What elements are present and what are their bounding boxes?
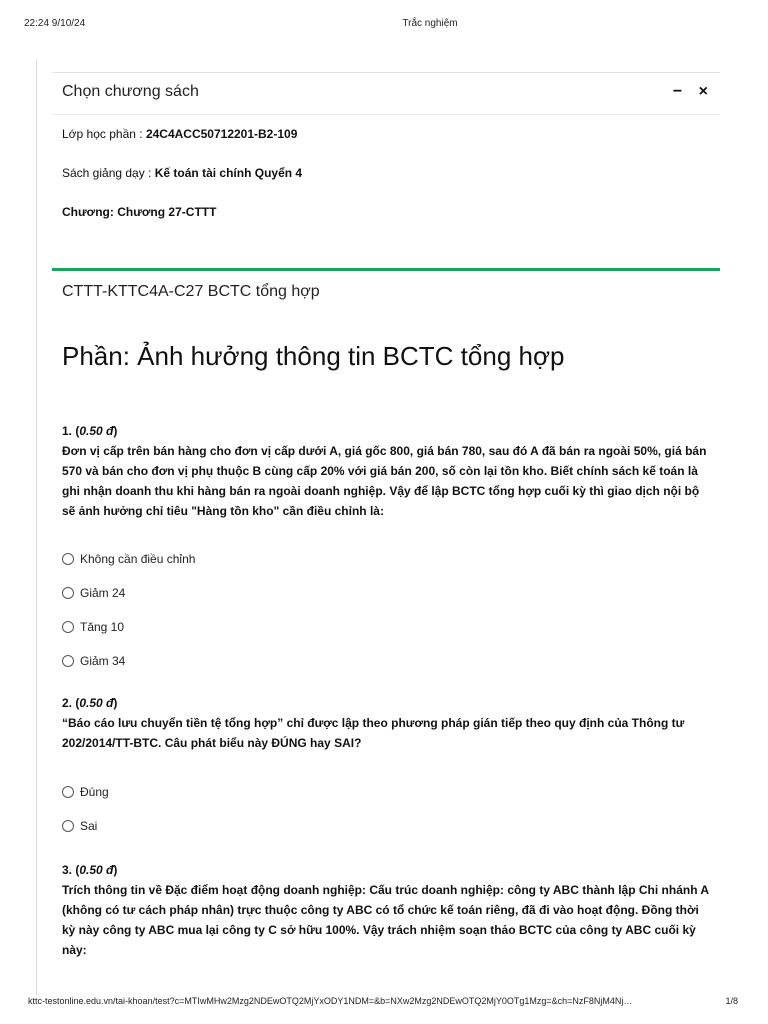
test-title: CTTT-KTTC4A-C27 BCTC tổng hợp (62, 283, 320, 300)
radio-icon[interactable] (62, 786, 74, 798)
q1-option-3[interactable]: Tăng 10 (62, 619, 124, 635)
question-2-text: “Báo cáo lưu chuyển tiền tệ tổng hợp” chỉ được lập theo phương pháp gián tiếp theo quy định của Thông tư 202/2014/TT-BTC. Câu phát biểu này ĐÚNG hay SAI? (62, 716, 685, 750)
question-3-points: 0.50 đ (79, 863, 114, 877)
book-info (62, 166, 302, 180)
chapter-info (62, 205, 216, 219)
chapter-panel-title: Chọn chương sách (62, 83, 199, 100)
print-page-title: Trắc nghiệm (402, 18, 458, 29)
radio-icon[interactable] (62, 621, 74, 633)
question-3-text: Trích thông tin về Đặc điểm hoạt động doanh nghiệp: Cấu trúc doanh nghiệp: công ty ABC thành lập Chi nhánh A (không có tư cách pháp nhân) trực thuộc công ty ABC có tổ chức kế toán riêng, đã đi vào hoạt động. Đồng thời kỳ này công ty ABC mua lại công ty C sở hữu 100%. Vậy trách nhiệm soạn thảo BCTC của công ty ABC cuối kỳ này: (62, 883, 709, 957)
print-page-number: 1/8 (725, 996, 738, 1006)
class-info (62, 127, 297, 141)
radio-icon[interactable] (62, 587, 74, 599)
question-2-header: 2. (0.50 đ) (62, 696, 118, 710)
question-3-header: 3. (0.50 đ) (62, 863, 118, 877)
question-3 (62, 860, 712, 960)
question-2-points: 0.50 đ (79, 696, 114, 710)
close-icon[interactable]: × (698, 83, 708, 100)
book-label: Sách giảng dạy : (62, 166, 155, 180)
q2-option-2[interactable]: Sai (62, 818, 97, 834)
panel-tools (661, 83, 708, 101)
radio-icon[interactable] (62, 655, 74, 667)
question-1-text: Đơn vị cấp trên bán hàng cho đơn vị cấp dưới A, giá gốc 800, giá bán 780, sau đó A đã bán ra ngoài 50%, giá bán 570 và bán cho đơn vị phụ thuộc B cùng cấp 20% với giá bán 200, số còn lại tồn kho. Biết chính sách kế toán là ghi nhận doanh thu khi hàng bán ra ngoài doanh nghiệp. Vậy để lập BCTC tổng hợp cuối kỳ thì giao dịch nội bộ sẽ ảnh hưởng chỉ tiêu "Hàng tồn kho" cần điều chỉnh là: (62, 444, 707, 518)
q2-option-1[interactable]: Đúng (62, 784, 109, 800)
print-footer (0, 996, 768, 1010)
section-title: Phần: Ảnh hưởng thông tin BCTC tổng hợp (62, 341, 565, 371)
question-2 (62, 693, 712, 753)
q1-option-2[interactable]: Giảm 24 (62, 585, 125, 601)
class-label: Lớp học phần : (62, 127, 146, 141)
question-1-points: 0.50 đ (79, 424, 114, 438)
book-value: Kế toán tài chính Quyển 4 (154, 166, 303, 180)
q1-option-1[interactable]: Không cần điều chỉnh (62, 551, 195, 567)
left-divider (36, 60, 37, 995)
question-1 (62, 421, 712, 521)
chapter-value: Chương 27-CTTT (117, 205, 217, 219)
minimize-icon[interactable]: − (672, 83, 683, 100)
radio-icon[interactable] (62, 820, 74, 832)
test-panel (52, 268, 720, 968)
print-header (0, 18, 768, 34)
q1-option-4[interactable]: Giảm 34 (62, 653, 125, 669)
class-value: 24C4ACC50712201-B2-109 (145, 127, 298, 141)
chapter-panel (52, 72, 720, 252)
print-url: kttc-testonline.edu.vn/tai-khoan/test?c=MTIwMHw2Mzg2NDEwOTQ2MjYxODY1NDM=&b=NXw2Mzg2NDEwOTQ2MjY0OTg1Mzg=&ch=NzF8NjM4Nj… (28, 996, 633, 1006)
question-1-header: 1. (0.50 đ) (62, 424, 118, 438)
chapter-panel-header (52, 73, 720, 115)
radio-icon[interactable] (62, 553, 74, 565)
print-datetime: 22:24 9/10/24 (24, 18, 86, 29)
chapter-label: Chương: (62, 205, 118, 219)
